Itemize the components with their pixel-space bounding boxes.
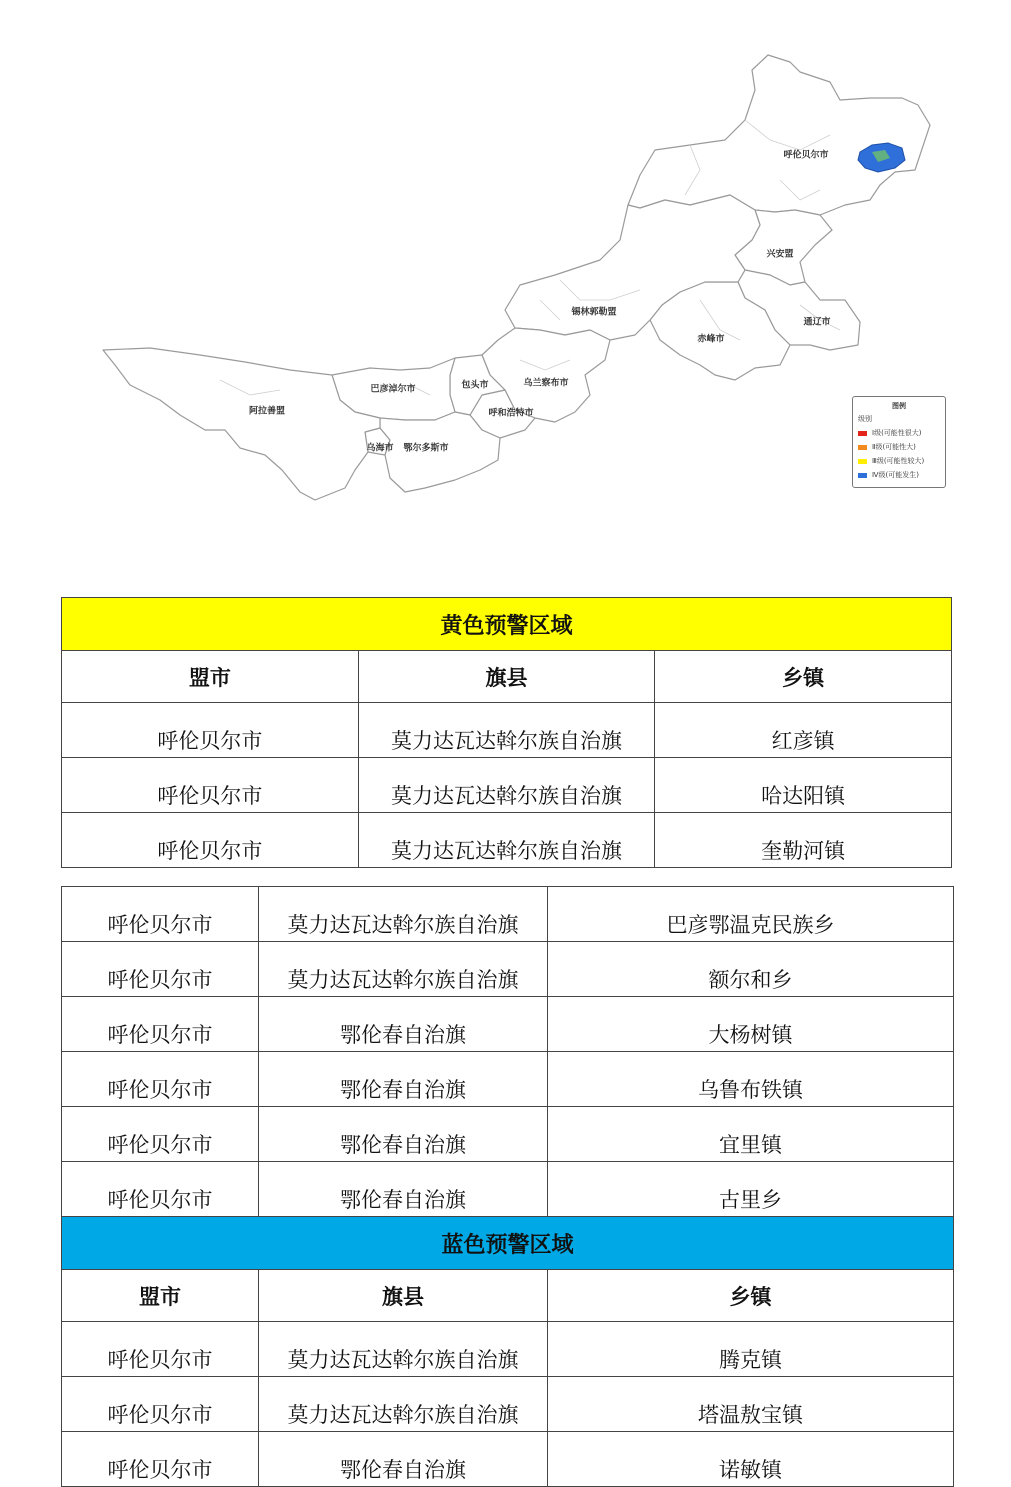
legend-item-level-2: [858, 440, 940, 454]
yellow-table-header-row: [62, 651, 952, 703]
cell-league-city: 呼伦贝尔市: [62, 1432, 259, 1487]
cell-league-city: 呼伦贝尔市: [62, 703, 359, 758]
label-alxa: 阿拉善盟: [248, 406, 286, 417]
table-row: [62, 997, 954, 1052]
cell-town: 诺敏镇: [548, 1432, 954, 1487]
cell-town: 古里乡: [548, 1162, 954, 1217]
yellow-warning-table: [61, 597, 952, 868]
label-xingan: 兴安盟: [766, 249, 794, 260]
cell-league-city: 呼伦贝尔市: [62, 1162, 259, 1217]
legend-label-level-1: Ⅰ级(可能性很大): [872, 429, 922, 437]
cell-town: 宜里镇: [548, 1107, 954, 1162]
table-row: [62, 887, 954, 942]
cell-town: 哈达阳镇: [655, 758, 952, 813]
legend-item-level-4: [858, 468, 940, 482]
table-row: [62, 813, 952, 868]
label-bayannur: 巴彦淖尔市: [370, 384, 416, 395]
legend-item-level-1: [858, 426, 940, 440]
warning-table-continued: [61, 886, 954, 1487]
legend-swatch-level-1: [858, 431, 867, 436]
cell-town: 乌鲁布铁镇: [548, 1052, 954, 1107]
cell-county: 莫力达瓦达斡尔族自治旗: [358, 703, 655, 758]
cell-county: 鄂伦春自治旗: [259, 1432, 548, 1487]
header-town: 乡镇: [548, 1270, 954, 1322]
blue-table-title-row: [62, 1217, 954, 1270]
cell-town: 腾克镇: [548, 1322, 954, 1377]
table-row: [62, 942, 954, 997]
table-row: [62, 703, 952, 758]
label-chifeng: 赤峰市: [697, 334, 725, 345]
table-row: [62, 1107, 954, 1162]
header-league-city: 盟市: [62, 1270, 259, 1322]
region-hulunbuir: [628, 55, 930, 215]
legend-item-level-3: [858, 454, 940, 468]
cell-town: 额尔和乡: [548, 942, 954, 997]
label-tongliao: 通辽市: [803, 317, 831, 328]
label-xilingol: 锡林郭勒盟: [571, 307, 617, 318]
label-baotou: 包头市: [461, 380, 489, 391]
cell-league-city: 呼伦贝尔市: [62, 942, 259, 997]
blue-table-title: 蓝色预警区域: [62, 1217, 954, 1270]
cell-county: 莫力达瓦达斡尔族自治旗: [259, 942, 548, 997]
cell-town: 大杨树镇: [548, 997, 954, 1052]
label-hohhot: 呼和浩特市: [488, 408, 534, 419]
cell-county: 鄂伦春自治旗: [259, 1162, 548, 1217]
legend-subtitle: 级别: [858, 415, 872, 423]
table-row: [62, 1052, 954, 1107]
map-area: [0, 0, 1011, 540]
cell-league-city: 呼伦贝尔市: [62, 1107, 259, 1162]
table-row: [62, 1432, 954, 1487]
legend-swatch-level-2: [858, 445, 867, 450]
region-alxa: [103, 348, 380, 500]
yellow-table-title: 黄色预警区域: [62, 598, 952, 651]
table-row: [62, 1162, 954, 1217]
cell-county: 鄂伦春自治旗: [259, 997, 548, 1052]
legend-swatch-level-4: [858, 473, 867, 478]
label-ordos: 鄂尔多斯市: [403, 443, 449, 454]
cell-county: 莫力达瓦达斡尔族自治旗: [358, 758, 655, 813]
cell-league-city: 呼伦贝尔市: [62, 887, 259, 942]
legend-title: 图例: [892, 402, 906, 410]
header-league-city: 盟市: [62, 651, 359, 703]
cell-league-city: 呼伦贝尔市: [62, 758, 359, 813]
cell-county: 莫力达瓦达斡尔族自治旗: [358, 813, 655, 868]
label-ulanqab: 乌兰察布市: [523, 378, 569, 389]
cell-town: 红彦镇: [655, 703, 952, 758]
header-county: 旗县: [259, 1270, 548, 1322]
cell-league-city: 呼伦贝尔市: [62, 1377, 259, 1432]
header-town: 乡镇: [655, 651, 952, 703]
header-county: 旗县: [358, 651, 655, 703]
label-wuhai: 乌海市: [366, 443, 394, 454]
table-row: [62, 758, 952, 813]
legend-label-level-3: Ⅲ级(可能性较大): [872, 457, 925, 465]
legend-label-level-4: Ⅳ级(可能发生): [872, 471, 919, 479]
cell-county: 莫力达瓦达斡尔族自治旗: [259, 1322, 548, 1377]
label-hulunbuir: 呼伦贝尔市: [783, 150, 829, 161]
cell-league-city: 呼伦贝尔市: [62, 1052, 259, 1107]
yellow-table-title-row: [62, 598, 952, 651]
cell-league-city: 呼伦贝尔市: [62, 997, 259, 1052]
map-legend: [852, 396, 946, 488]
table-row: [62, 1322, 954, 1377]
cell-town: 塔温敖宝镇: [548, 1377, 954, 1432]
cell-league-city: 呼伦贝尔市: [62, 813, 359, 868]
table-row: [62, 1377, 954, 1432]
cell-county: 莫力达瓦达斡尔族自治旗: [259, 1377, 548, 1432]
cell-county: 鄂伦春自治旗: [259, 1107, 548, 1162]
cell-county: 鄂伦春自治旗: [259, 1052, 548, 1107]
legend-swatch-level-3: [858, 459, 867, 464]
blue-table-header-row: [62, 1270, 954, 1322]
cell-town: 奎勒河镇: [655, 813, 952, 868]
legend-label-level-2: Ⅱ级(可能性大): [872, 443, 916, 451]
cell-county: 莫力达瓦达斡尔族自治旗: [259, 887, 548, 942]
cell-league-city: 呼伦贝尔市: [62, 1322, 259, 1377]
cell-town: 巴彦鄂温克民族乡: [548, 887, 954, 942]
